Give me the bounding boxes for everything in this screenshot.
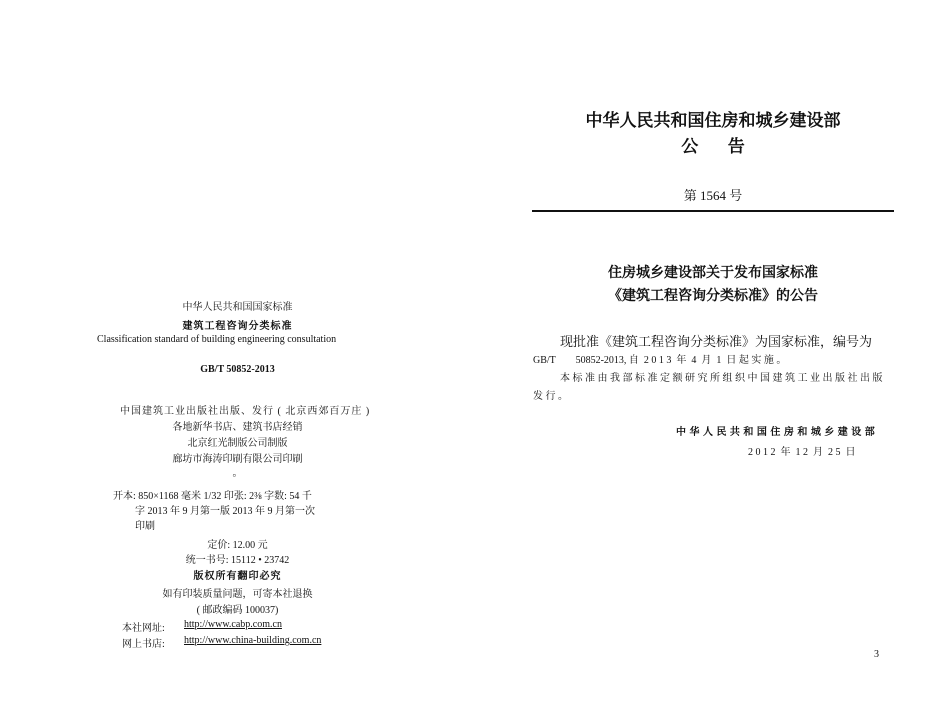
body-line-3: 本 标 准 由 我 部 标 准 定 额 研 究 所 组 织 中 国 建 筑 工 业 出 版 社 出 版 (560, 373, 883, 384)
return-notice: 如有印装质量问题，可寄本社退换 (162, 589, 313, 600)
standard-code: GB/T 50852-2013 (200, 364, 275, 375)
announcement-number: 第 1564 号 (683, 188, 743, 203)
date-line: 2 0 1 2 年 1 2 月 2 5 日 (748, 447, 856, 458)
printer-line: 廊坊市海涛印刷有限公司印刷 (172, 454, 303, 465)
page-number: 3 (874, 649, 879, 660)
standard-title-cn: 建筑工程咨询分类标准 (182, 321, 293, 332)
distributor-line: 各地新华书店、建筑书店经销 (172, 422, 303, 433)
body-line-1: 现批准《建筑工程咨询分类标准》为国家标准，编号为 (560, 334, 873, 349)
announcement-heading-2: 《建筑工程咨询分类标准》的公告 (608, 288, 818, 304)
copyright-line: 版权所有翻印必究 (193, 571, 282, 582)
body-line-2: GB/T 50852-2013, 自 2 0 1 3 年 4 月 1 日 起 实 施 。 (533, 355, 787, 366)
online-store-label: 网上书店: (122, 639, 165, 650)
typesetter-line: 北京红光制版公司制版 (187, 438, 288, 449)
body-line-4: 发 行 。 (533, 391, 568, 402)
format-line-3: 印刷 (135, 521, 155, 532)
website-link[interactable]: http://www.cabp.com.cn (184, 619, 282, 630)
signer-line: 中 华 人 民 共 和 国 住 房 和 城 乡 建 设 部 (676, 427, 875, 438)
postcode-line: ( 邮政编码 100037) (196, 605, 279, 616)
online-store-link[interactable]: http://www.china-building.com.cn (184, 635, 322, 646)
standard-title-en: Classification standard of building engineering consultation (97, 334, 337, 345)
announcement-heading-1: 住房城乡建设部关于发布国家标准 (608, 265, 818, 281)
standard-type: 中华人民共和国国家标准 (182, 302, 293, 313)
header-rule (532, 210, 894, 212)
format-line-2: 字 2013 年 9 月第一版 2013 年 9 月第一次 (135, 506, 315, 517)
format-line-1: 开本: 850×1168 毫米 1/32 印张: 2⅜ 字数: 54 千 (113, 491, 312, 502)
separator-dot: 。 (232, 468, 243, 479)
website-label: 本社网址: (122, 623, 165, 634)
price-line: 定价: 12.00 元 (207, 540, 268, 551)
publisher-line: 中国建筑工业出版社出版、发行 ( 北京西郊百万庄 ) (120, 406, 371, 417)
book-number-line: 统一书号: 15112 • 23742 (185, 555, 290, 566)
announcement-title: 公 告 (681, 137, 745, 157)
ministry-title: 中华人民共和国住房和城乡建设部 (585, 111, 841, 131)
